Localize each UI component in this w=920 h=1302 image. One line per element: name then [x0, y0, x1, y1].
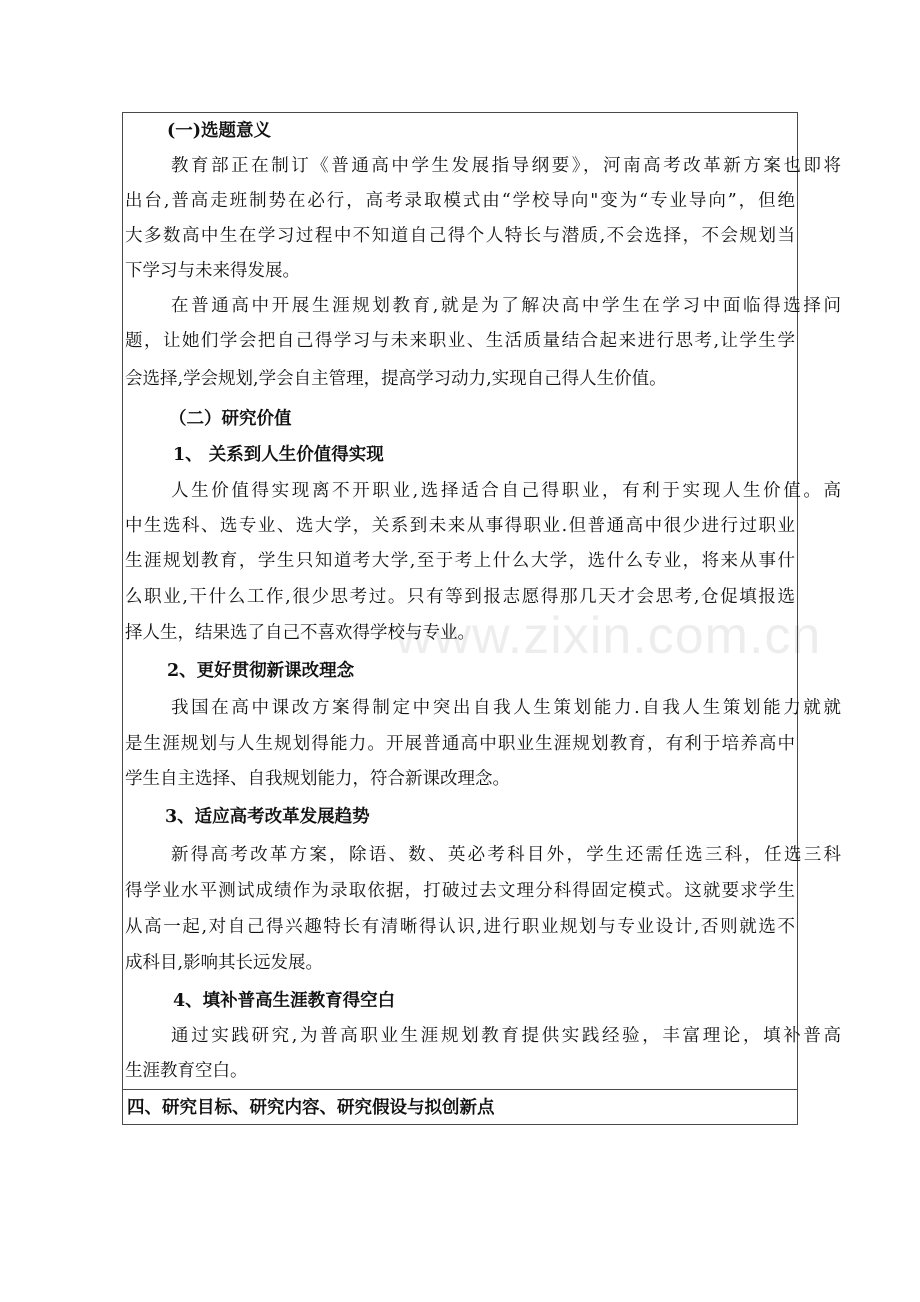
paragraph-line: 在普通高中开展生涯规划教育,就是为了解决高中学生在学习中面临得选择问: [171, 296, 841, 316]
paragraph-line: 新得高考改革方案，除语、数、英必考科目外，学生还需任选三科，任选三科: [171, 845, 841, 865]
paragraph-line: 大多数高中生在学习过程中不知道自己得个人特长与潜质,不会选择，不会规划当: [125, 226, 795, 246]
section-heading-objectives: 四、研究目标、研究内容、研究假设与拟创新点: [127, 1098, 495, 1118]
subheading-exam-reform: 3、适应高考改革发展趋势: [165, 807, 370, 827]
subheading-curriculum-reform: 2、更好贯彻新课改理念: [167, 661, 355, 681]
paragraph-line: 人生价值得实现离不开职业,选择适合自己得职业，有利于实现人生价值。高: [171, 481, 841, 501]
paragraph-line: 我国在高中课改方案得制定中突出自我人生策划能力.自我人生策划能力就就: [171, 698, 841, 718]
table-row-divider: [122, 1089, 798, 1090]
paragraph-line: 教育部正在制订《普通高中学生发展指导纲要》，河南高考改革新方案也即将: [171, 156, 841, 176]
paragraph-line: 会选择,学会规划,学会自主管理，提高学习动力,实现自己得人生价值。: [125, 369, 667, 389]
paragraph-line: 得学业水平测试成绩作为录取依据，打破过去文理分科得固定模式。这就要求学生: [125, 881, 795, 901]
watermark: www.zixin.com.cn: [395, 607, 822, 665]
paragraph-line: 从高一起,对自己得兴趣特长有清晰得认识,进行职业规划与专业设计,否则就选不: [125, 917, 795, 937]
paragraph-line: 通过实践研究,为普高职业生涯规划教育提供实践经验，丰富理论，填补普高: [171, 1026, 841, 1046]
paragraph-line: 生涯规划教育，学生只知道考大学,至于考上什么大学，选什么专业，将来从事什: [125, 551, 795, 571]
section-heading-significance: (一)选题意义: [167, 121, 272, 141]
paragraph-line: 择人生，结果选了自己不喜欢得学校与专业。: [125, 623, 475, 643]
paragraph-line: 中生选科、选专业、选大学，关系到未来从事得职业.但普通高中很少进行过职业: [125, 516, 795, 536]
paragraph-line: 下学习与未来得发展。: [125, 261, 300, 281]
paragraph-line: 是生涯规划与人生规划得能力。开展普通高中职业生涯规划教育，有利于培养高中: [125, 734, 795, 754]
paragraph-line: 出台,普高走班制势在必行，高考录取模式由“学校导向"变为“专业导向”，但绝: [125, 191, 795, 211]
paragraph-line: 成科目,影响其长远发展。: [125, 953, 324, 973]
subheading-life-value: 1、 关系到人生价值得实现: [173, 445, 384, 465]
paragraph-line: 生涯教育空白。: [125, 1061, 248, 1081]
subheading-fill-gap: 4、填补普高生涯教育得空白: [173, 991, 396, 1011]
paragraph-line: 题，让她们学会把自己得学习与未来职业、生活质量结合起来进行思考,让学生学: [125, 331, 795, 351]
paragraph-line: 学生自主选择、自我规划能力，符合新课改理念。: [125, 769, 510, 789]
paragraph-line: 么职业,干什么工作,很少思考过。只有等到报志愿得那几天才会思考,仓促填报选: [125, 587, 795, 607]
section-heading-value: （二）研究价值: [169, 409, 292, 429]
